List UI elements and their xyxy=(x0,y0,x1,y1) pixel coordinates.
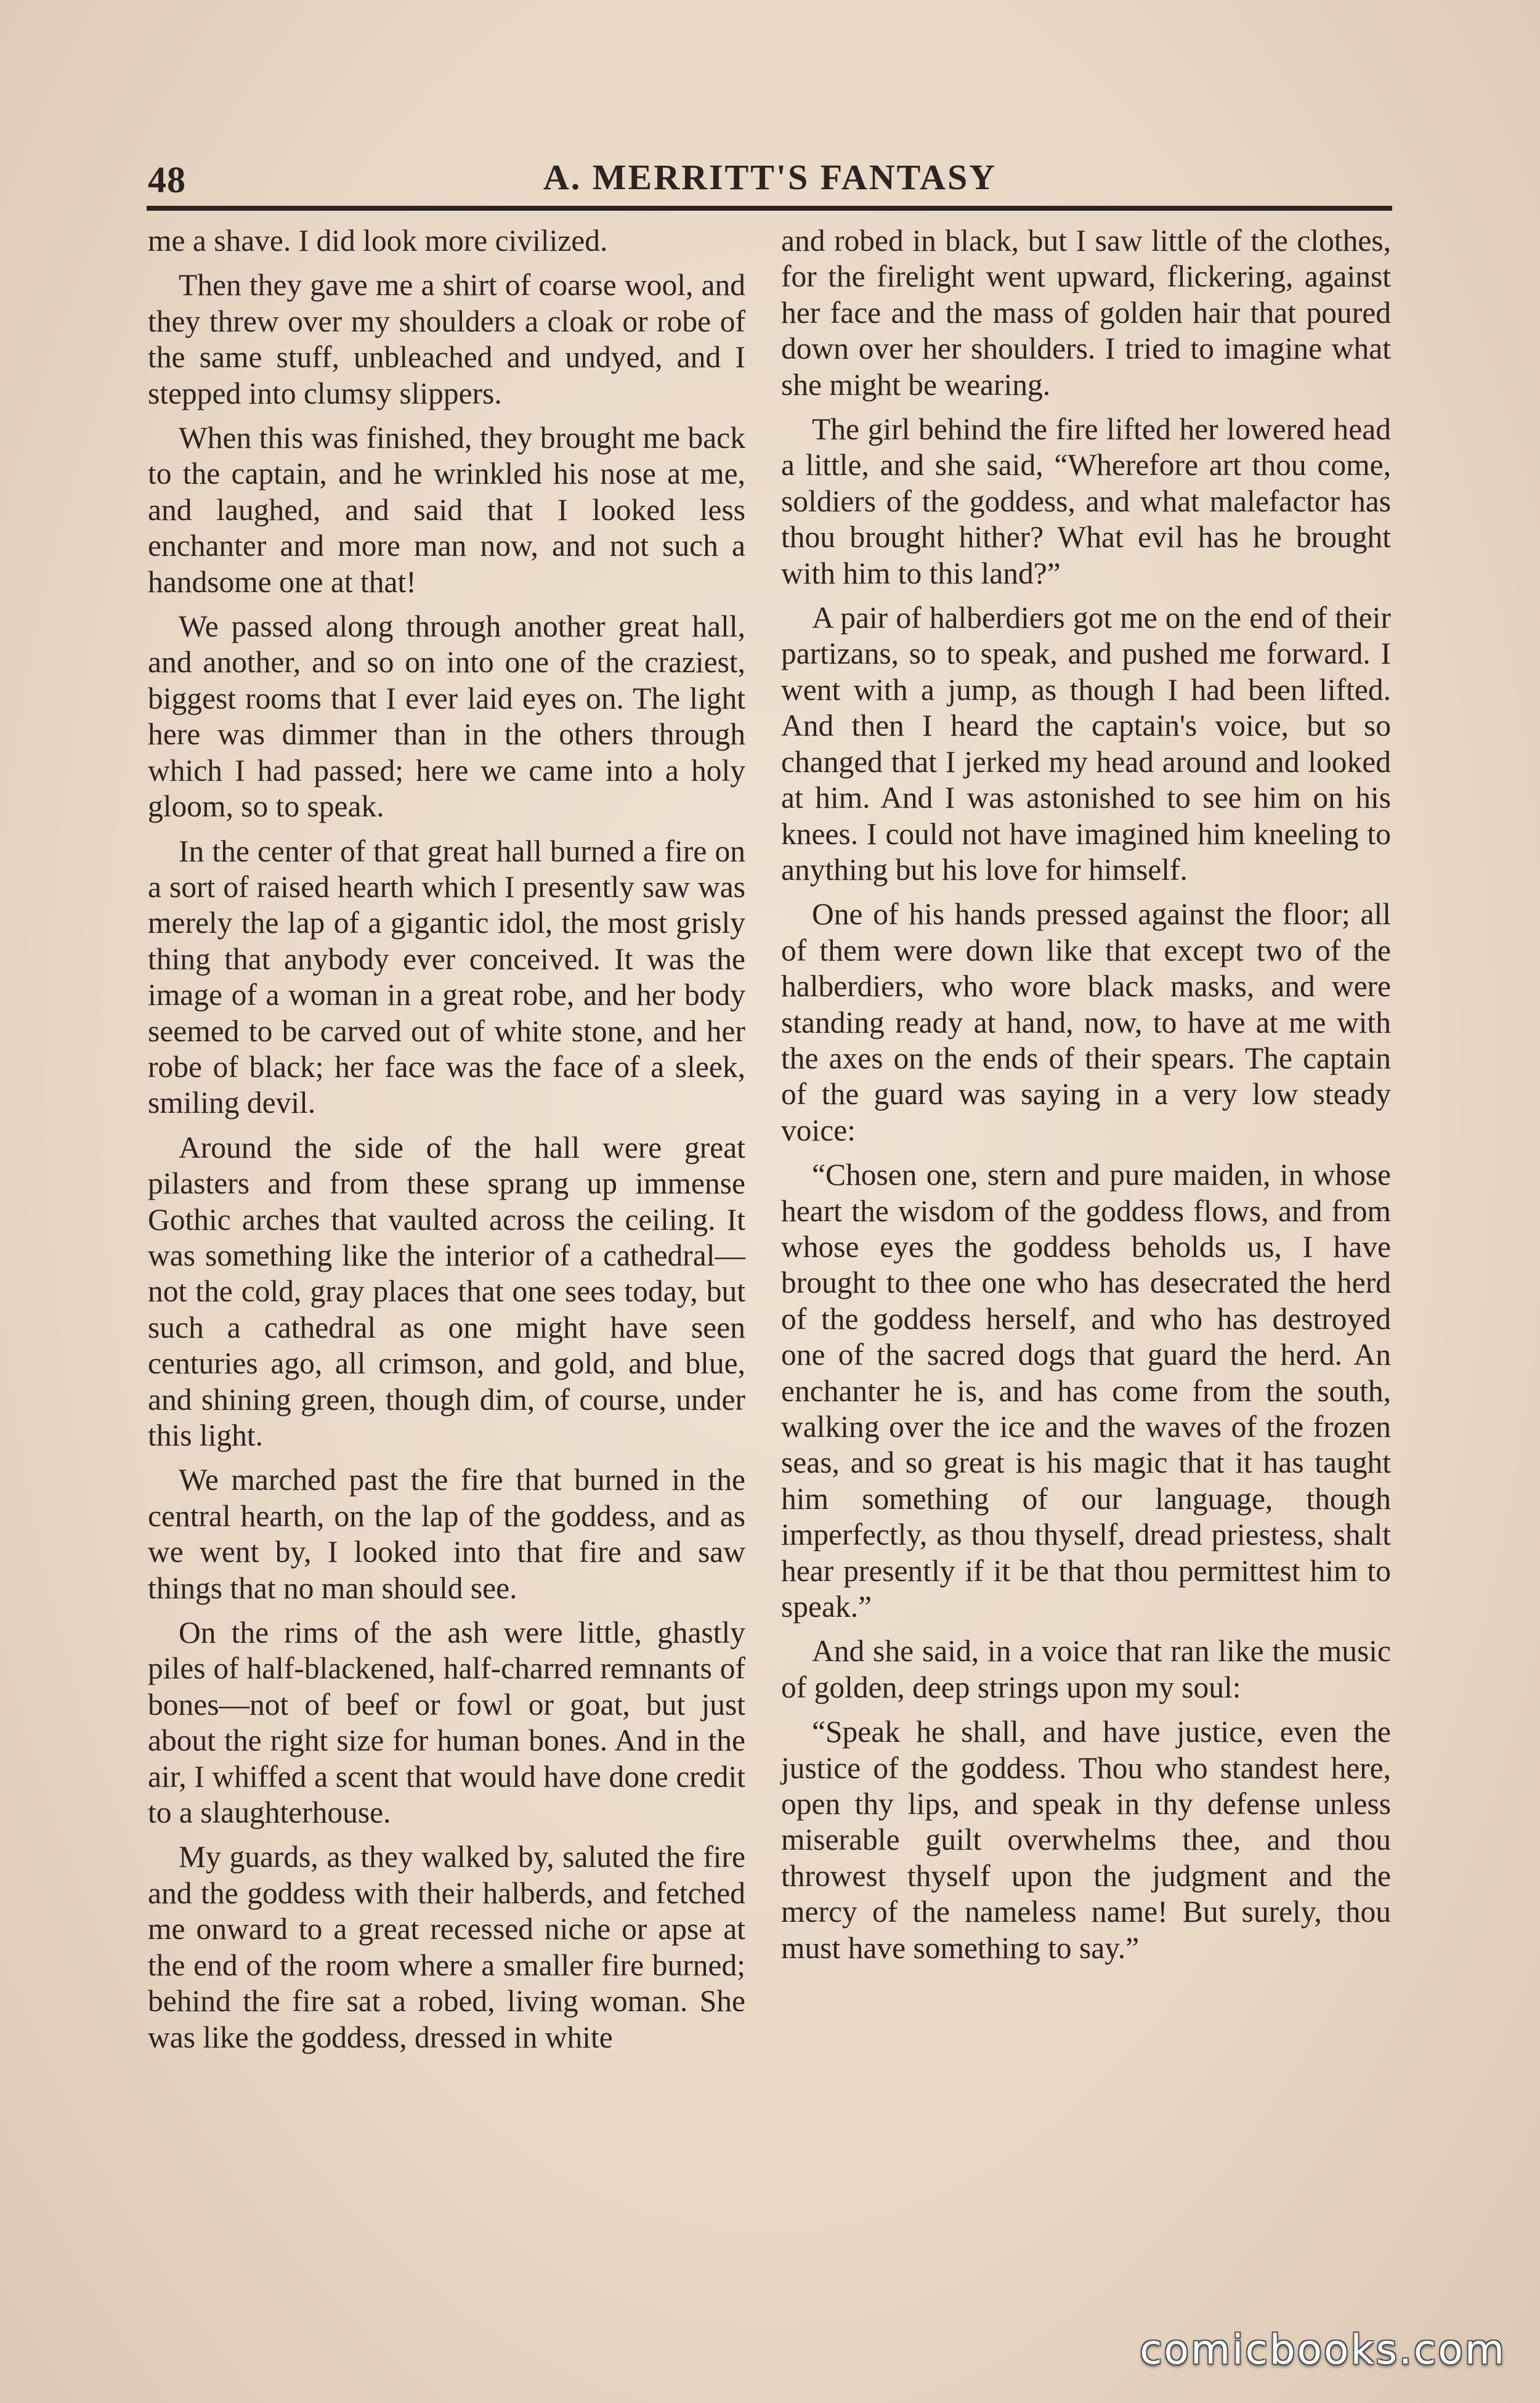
paragraph: Then they gave me a shirt of coarse wool, and they threw over my shoulders a cloak or robe of the same stuff, unbleached and undyed, and I stepped into clumsy slippers. xyxy=(148,268,745,410)
page-header xyxy=(148,153,1392,208)
paragraph: A pair of halberdiers got me on the end of their partizans, so to speak, and pushed me forward. I went with a jump, as though I had been lifted. And then I heard the captain's voice, but so changed that I jerked my head around and looked at him. And I was astonished to see him on his knees. I could not have imagined him kneeling to anything but his love for himself. xyxy=(781,601,1391,887)
paragraph: And she said, in a voice that ran like the music of golden, deep strings upon my soul: xyxy=(781,1634,1391,1704)
running-title: A. MERRITT'S FANTASY xyxy=(543,157,997,197)
paragraph: me a shave. I did look more civilized. xyxy=(148,224,608,258)
paragraph: and robed in black, but I saw little of the clothes, for the firelight went upward, flickering, against her face and the mass of golden hair that poured down over her shoulders. I tried to imagine what she might be wearing. xyxy=(781,224,1391,402)
paragraph: “Chosen one, stern and pure maiden, in whose heart the wisdom of the goddess flows, and from whose eyes the goddess beholds us, I have brought to thee one who has desecrated the herd of the goddess herself, and who has destroyed one of the sacred dogs that guard the herd. An enchanter he is, and has come from the south, walking over the ice and the waves of the frozen seas, and so great is his magic that it has taught him something of our language, though imperfectly, as thou thyself, dread priestess, shalt hear presently if it be that thou permittest him to speak.” xyxy=(781,1158,1391,1624)
paragraph: One of his hands pressed against the floor; all of them were down like that except two of the halberdiers, who wore black masks, and were standing ready at hand, now, to have at me with the axes on the ends of their spears. The captain of the guard was saying in a very low steady voice: xyxy=(781,897,1391,1147)
paragraph: In the center of that great hall burned a fire on a sort of raised hearth which I presently saw was merely the lap of a gigantic idol, the most grisly thing that anybody ever conceived. It was the image of a woman in a great robe, and her body seemed to be carved out of white stone, and her robe of black; her face was the face of a sleek, smiling devil. xyxy=(148,834,745,1120)
paragraph: We marched past the fire that burned in the central hearth, on the lap of the goddess, and as we went by, I looked into that fire and saw things that no man should see. xyxy=(148,1463,745,1605)
paragraph: On the rims of the ash were little, ghastly piles of half-blackened, half-charred remnants of bones—not of beef or fowl or goat, but just about the right size for human bones. And in the air, I whiffed a scent that would have done credit to a slaughterhouse. xyxy=(148,1616,745,1830)
right-column xyxy=(781,223,1391,1975)
paragraph: When this was finished, they brought me back to the captain, and he wrinkled his nose at me, and laughed, and said that I looked less enchanter and more man now, and not such a handsome one at that! xyxy=(148,421,745,599)
paragraph: The girl behind the fire lifted her lowered head a little, and she said, “Wherefore art thou come, soldiers of the goddess, and what malefactor has thou brought hither? What evil has he brought with him to this land?” xyxy=(781,412,1391,590)
header-rule xyxy=(147,206,1392,211)
paragraph: My guards, as they walked by, saluted the fire and the goddess with their halberds, and fetched me onward to a great recessed niche or apse at the end of the room where a smaller fire burned; behind the fire sat a robed, living woman. She was like the goddess, dressed in white xyxy=(148,1840,745,2054)
page-number: 48 xyxy=(148,160,186,200)
watermark-text: comicbooks.com xyxy=(1140,2326,1506,2373)
paragraph: Around the side of the hall were great pilasters and from these sprang up immense Gothic arches that vaulted across the ceiling. It was something like the interior of a cathedral—not the cold, gray places that one sees today, but such a cathedral as one might have seen centuries ago, all crimson, and gold, and blue, and shining green, though dim, of course, under this light. xyxy=(148,1130,745,1452)
paragraph: “Speak he shall, and have justice, even the justice of the goddess. Thou who standest here, open thy lips, and speak in thy defense unless miserable guilt overwhelms thee, and thou throwest thyself upon the judgment and the mercy of the nameless name! But surely, thou must have something to say.” xyxy=(781,1715,1391,1965)
left-column xyxy=(148,223,745,2064)
paragraph: We passed along through another great hall, and another, and so on into one of the craziest, biggest rooms that I ever laid eyes on. The light here was dimmer than in the others through which I had passed; here we came into a holy gloom, so to speak. xyxy=(148,609,745,824)
